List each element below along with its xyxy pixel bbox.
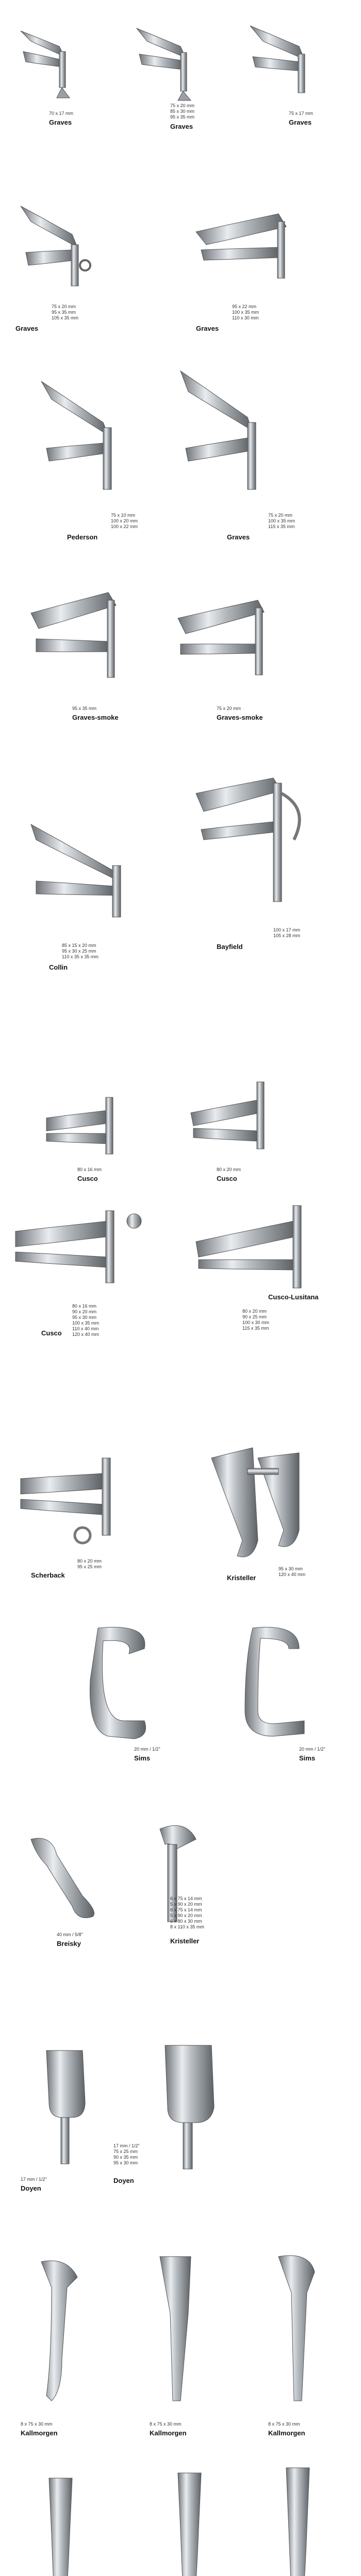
speculum-bayfield [191,762,325,917]
speculum-image [41,2473,83,2576]
speculum-image [21,1824,113,1927]
dims-7: 75 x 20 mm 100 x 35 mm 115 x 35 mm [268,513,296,529]
speculum-image [15,1443,139,1556]
speculum-image [21,582,139,701]
speculum-cusco-1 [41,1082,134,1164]
speculum-image [36,371,139,505]
item-name-8: Graves-smoke [72,714,119,721]
item-name-1: Graves [49,118,72,126]
item-name-10: Collin [49,963,68,971]
item-name-21: Kristeller [170,1937,200,1945]
item-name-12: Cusco [77,1175,98,1182]
item-name-2: Graves [170,123,193,130]
item-name-11: Bayfield [217,943,243,951]
item-name-3: Graves [289,118,312,126]
item-name-19: Sims [299,1754,316,1762]
speculum-image [186,1072,289,1164]
speculum-image [150,2251,211,2416]
retractor-kristeller-tall-3 [278,2463,320,2576]
retractor-breisky [21,1824,113,1927]
item-name-18: Sims [134,1754,151,1762]
speculum-image [191,1200,340,1303]
speculum-graves-large-2 [170,361,289,505]
speculum-image [278,2463,320,2576]
item-name-15: Cusco-Lusitana [268,1293,319,1301]
dims-11: 100 x 17 mm 105 x 28 mm [273,927,301,938]
item-name-26: Kallmorgen [268,2429,305,2437]
dims-26: 8 x 75 x 30 mm [268,2421,300,2427]
item-name-14: Cusco [41,1329,62,1337]
dims-16: 80 x 20 mm 95 x 25 mm [77,1558,102,1569]
retractor-kallmorgen-2 [150,2251,211,2416]
dims-9: 75 x 20 mm [217,706,241,711]
dims-18: 20 mm / 1/2" [134,1747,160,1752]
speculum-image [36,2045,98,2169]
dims-24: 8 x 75 x 30 mm [21,2421,53,2427]
speculum-cusco-2 [186,1072,289,1164]
speculum-image [31,2257,93,2411]
speculum-graves-smoke-1 [21,582,139,701]
retractor-doyen-2 [155,2040,227,2174]
speculum-image [155,2040,227,2174]
speculum-image [10,10,93,103]
dims-10: 85 x 15 x 20 mm 95 x 30 x 25 mm 110 x 35 x 35 mm [62,943,99,959]
speculum-image [242,10,330,103]
item-name-5: Graves [196,325,219,332]
dims-6: 75 x 10 mm 100 x 20 mm 100 x 22 mm [111,513,138,529]
speculum-image [21,804,155,927]
item-name-4: Graves [15,325,39,332]
dims-2: 75 x 20 mm 85 x 30 mm 95 x 35 mm [170,103,195,120]
speculum-cusco-set [10,1200,160,1293]
speculum-image [10,1200,160,1293]
speculum-image [170,361,289,505]
retractor-kristeller-tall-1 [41,2473,83,2576]
item-name-9: Graves-smoke [217,714,263,721]
retractor-kallmorgen-1 [31,2257,93,2411]
speculum-graves-small [10,10,93,103]
speculum-scherback [15,1443,139,1556]
dims-15: 80 x 20 mm 90 x 25 mm 100 x 30 mm 115 x 35 mm [242,1309,270,1331]
speculum-image [237,1618,320,1741]
dims-1: 70 x 17 mm [49,111,74,116]
speculum-image [191,762,325,917]
dims-5: 95 x 22 mm 100 x 35 mm 110 x 30 mm [232,304,259,320]
speculum-image [268,2251,330,2416]
speculum-image [191,201,320,294]
speculum-graves-open [10,196,113,299]
item-name-6: Pederson [67,533,98,541]
speculum-cusco-lusitana [191,1200,340,1303]
item-name-23: Doyen [113,2177,134,2184]
speculum-image [129,10,211,103]
dims-13: 80 x 20 mm [217,1167,241,1172]
dims-19: 20 mm / 1/2" [299,1747,325,1752]
dims-20: 40 mm / 5/8" [57,1932,83,1937]
speculum-graves-medium [129,10,211,103]
speculum-image [170,587,289,690]
speculum-graves-large [242,10,330,103]
speculum-image [88,1618,160,1741]
item-name-17: Kristeller [227,1574,256,1582]
item-name-25: Kallmorgen [150,2429,187,2437]
retractor-kristeller-tall-2 [170,2468,211,2576]
speculum-pederson [36,371,139,505]
item-name-22: Doyen [21,2184,41,2192]
retractor-doyen-1 [36,2045,98,2169]
dims-21: 6 x 75 x 14 mm 5 x 90 x 20 mm 6 x 75 x 14 mm 5 x 90 x 20 mm 6 x 80 x 30 mm 8 x 110 x 35 mm [170,1896,204,1929]
speculum-graves-wide [191,201,320,294]
speculum-image [10,196,113,299]
item-name-13: Cusco [217,1175,237,1182]
item-name-24: Kallmorgen [21,2429,58,2437]
dims-4: 75 x 20 mm 95 x 35 mm 105 x 35 mm [52,304,79,320]
item-name-16: Scherback [31,1571,65,1579]
speculum-collin [21,804,155,927]
dims-22: 17 mm / 1/2" [21,2177,47,2182]
speculum-sims-1 [88,1618,160,1741]
speculum-image [196,1437,320,1571]
dims-25: 8 x 75 x 30 mm [150,2421,182,2427]
dims-17: 95 x 30 mm 120 x 40 mm [278,1566,306,1577]
dims-12: 80 x 16 mm [77,1167,102,1172]
speculum-graves-smoke-2 [170,587,289,690]
item-name-20: Breisky [57,1940,81,1947]
retractor-kallmorgen-3 [268,2251,330,2416]
speculum-image [41,1082,134,1164]
dims-14: 80 x 16 mm 90 x 20 mm 95 x 30 mm 100 x 35 mm 110 x 40 mm 120 x 40 mm [72,1303,100,1337]
speculum-kristeller-self [196,1437,320,1571]
speculum-image [170,2468,211,2576]
dims-3: 75 x 17 mm [289,111,314,116]
item-name-7: Graves [227,533,250,541]
dims-23: 17 mm / 1/2" 75 x 25 mm 90 x 35 mm 95 x 30 mm [113,2143,140,2165]
speculum-sims-2 [237,1618,320,1741]
dims-8: 95 x 35 mm [72,706,97,711]
